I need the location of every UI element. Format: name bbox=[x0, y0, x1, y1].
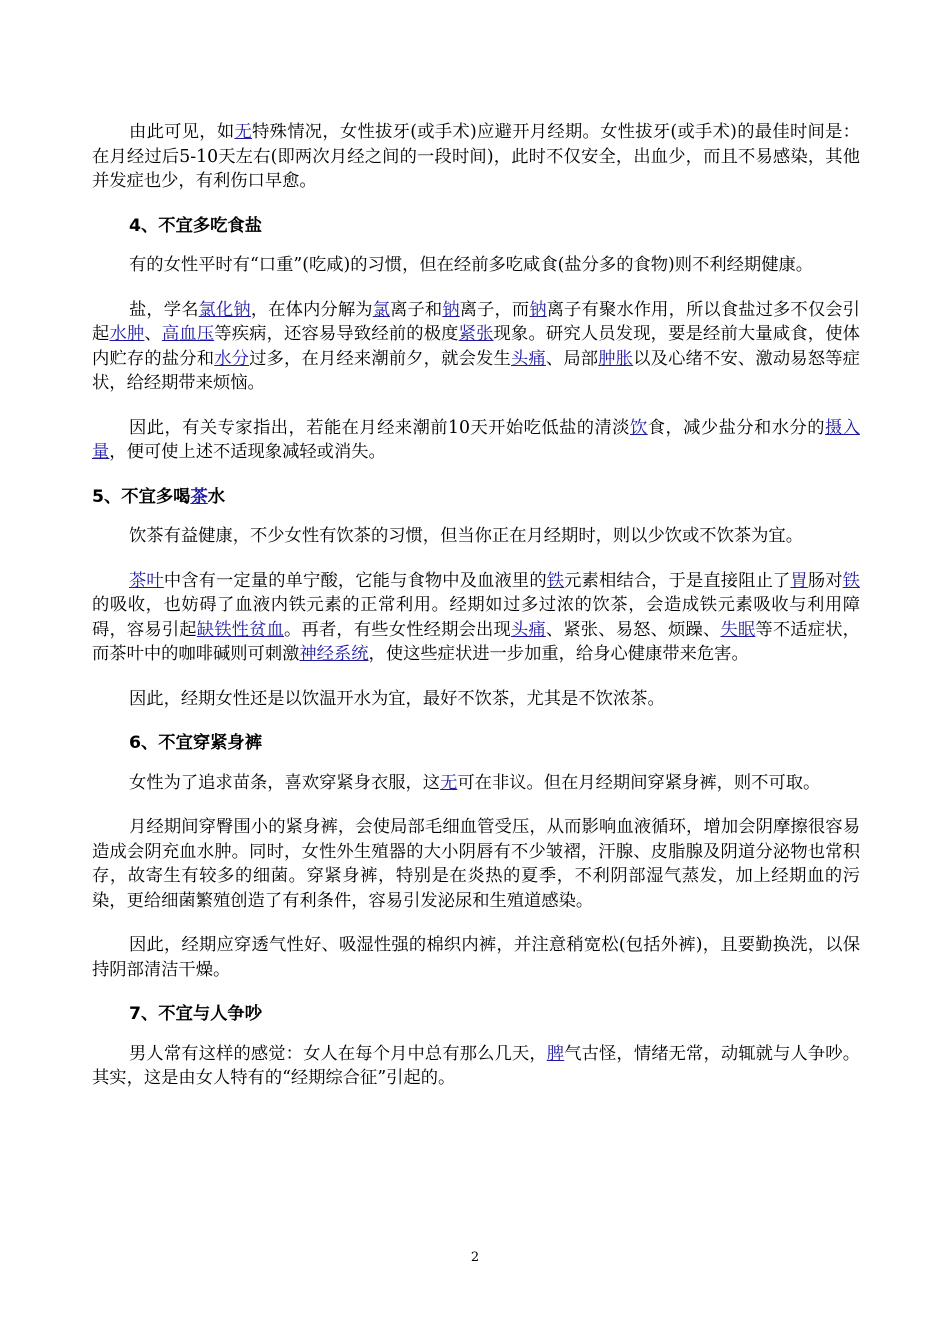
text-run: ，便可使上述不适现象减轻或消失。 bbox=[109, 442, 386, 462]
keyword-link[interactable]: 缺铁性贫血 bbox=[196, 619, 285, 640]
keyword-link[interactable]: 氯 bbox=[372, 299, 391, 320]
keyword-link[interactable]: 肿胀 bbox=[598, 348, 634, 369]
keyword-link[interactable]: 茶叶 bbox=[129, 570, 164, 591]
keyword-link[interactable]: 茶 bbox=[190, 486, 208, 507]
text-run: 、局部 bbox=[545, 348, 599, 369]
text-run: 、紧张、易怒、烦躁、 bbox=[545, 619, 721, 640]
text-run: 因此，经期女性还是以饮温开水为宜，最好不饮茶，尤其是不饮浓茶。 bbox=[129, 688, 665, 709]
text-run: 6、不宜穿紧身裤 bbox=[129, 733, 262, 753]
text-run: ，使这些症状进一步加重，给身心健康带来危害。 bbox=[368, 644, 749, 664]
body-paragraph bbox=[92, 933, 860, 982]
keyword-link[interactable]: 紧张 bbox=[458, 324, 494, 344]
body-paragraph bbox=[92, 298, 860, 396]
text-run: 离子和 bbox=[390, 299, 443, 320]
body-paragraph bbox=[92, 815, 860, 913]
text-run: 离子有聚水作用，所以食盐过多不仅会引起 bbox=[92, 299, 860, 344]
text-run: 月经期间穿臀围小的紧身裤，会使局部毛细血管受压，从而影响血液循环，增加会阴摩擦很容易造成会阴充血水肿。同时，女性外生殖器的大小阴唇有不少皱褶，汗腺、皮脂腺及阴道分泌物也常积存，故寄生有较多的细菌。穿紧身裤，特别是在炎热的夏季，不利阴部湿气蒸发，加上经期血的污染，更给细菌繁殖创造了有利条件，容易引发泌尿和生殖道感染。 bbox=[92, 817, 860, 911]
text-run: 可在非议。但在月经期间穿紧身裤，则不可取。 bbox=[457, 772, 821, 793]
keyword-link[interactable]: 铁 bbox=[546, 570, 565, 591]
text-run: 5、不宜多喝 bbox=[92, 486, 191, 507]
body-paragraph bbox=[92, 569, 860, 667]
keyword-link[interactable]: 水肿 bbox=[109, 324, 145, 344]
document-page bbox=[92, 120, 860, 1091]
text-run: 男人常有这样的感觉：女人在每个月中总有那么几天， bbox=[129, 1043, 547, 1064]
text-run: 4、不宜多吃食盐 bbox=[129, 215, 262, 236]
keyword-link[interactable]: 失眠 bbox=[720, 619, 756, 640]
text-run: 。再者，有些女性经期会出现 bbox=[284, 619, 511, 640]
text-run: 现象。研究人员发现，要是经前大量咸食，使体内贮存的盐分和 bbox=[92, 324, 860, 369]
body-paragraph bbox=[92, 416, 860, 465]
keyword-link[interactable]: 无 bbox=[234, 122, 253, 142]
page-number: 2 bbox=[470, 1250, 480, 1265]
keyword-link[interactable]: 高血压 bbox=[161, 324, 215, 344]
text-run: 特殊情况，女性拔牙(或手术)应避开月经期。女性拔牙(或手术)的最佳时间是：在月经过后5-10天左右(即两次月经之间的一段时间)，此时不仅安全，出血少，而且不易感染，其他并发症也少，有利伤口早愈。 bbox=[92, 122, 860, 191]
keyword-link[interactable]: 摄入量 bbox=[92, 417, 860, 462]
text-run: 等不适症状，而茶叶中的咖啡碱则可刺激 bbox=[92, 619, 860, 664]
text-run: 的吸收，也妨碍了血液内铁元素的正常利用。经期如过多过浓的饮茶，会造成铁元素吸收与利用障碍，容易引起 bbox=[92, 595, 860, 640]
text-run: 有的女性平时有“口重”(吃咸)的习惯，但在经前多吃咸食(盐分多的食物)则不利经期健康。 bbox=[129, 255, 814, 275]
keyword-link[interactable]: 氯化钠 bbox=[198, 299, 251, 320]
text-run: 因此，经期应穿透气性好、吸湿性强的棉织内裤，并注意稍宽松(包括外裤)，且要勤换洗，以保持阴部清洁干燥。 bbox=[92, 935, 860, 980]
keyword-link[interactable]: 钠 bbox=[529, 299, 547, 320]
text-run: 肠对 bbox=[807, 570, 843, 591]
body-paragraph bbox=[92, 1042, 860, 1091]
text-run: 盐，学名 bbox=[129, 299, 199, 320]
text-run: 元素相结合，于是直接阻止了 bbox=[564, 570, 791, 591]
body-paragraph bbox=[92, 524, 860, 549]
keyword-link[interactable]: 胃 bbox=[790, 570, 808, 591]
text-run: 水 bbox=[207, 486, 226, 507]
keyword-link[interactable]: 铁 bbox=[842, 570, 860, 591]
keyword-link[interactable]: 头痛 bbox=[510, 348, 546, 369]
text-run: 以及心绪不安、激动易怒等症状，给经期带来烦恼。 bbox=[92, 348, 860, 393]
body-paragraph bbox=[92, 253, 860, 278]
text-run: 气古怪，情绪无常，动辄就与人争吵。其实，这是由女人特有的“经期综合征”引起的。 bbox=[92, 1043, 860, 1088]
text-run: 食，减少盐分和水分的 bbox=[647, 417, 825, 438]
body-paragraph bbox=[92, 687, 860, 712]
text-run: 离子，而 bbox=[459, 299, 530, 320]
text-run: 饮茶有益健康，不少女性有饮茶的习惯，但当你正在月经期时，则以少饮或不饮茶为宜。 bbox=[129, 526, 803, 546]
keyword-link[interactable]: 饮 bbox=[629, 417, 648, 438]
text-run: 等疾病，还容易导致经前的极度 bbox=[214, 324, 459, 344]
keyword-link[interactable]: 头痛 bbox=[510, 619, 546, 640]
body-paragraph bbox=[92, 771, 860, 796]
text-run: 、 bbox=[144, 324, 162, 344]
section-heading bbox=[92, 214, 860, 239]
text-run: 中含有一定量的单宁酸，它能与食物中及血液里的 bbox=[163, 570, 547, 591]
keyword-link[interactable]: 钠 bbox=[442, 299, 460, 320]
section-heading bbox=[92, 731, 860, 756]
keyword-link[interactable]: 无 bbox=[440, 772, 458, 793]
text-run: 7、不宜与人争吵 bbox=[129, 1004, 262, 1024]
keyword-link[interactable]: 神经系统 bbox=[299, 644, 369, 664]
keyword-link[interactable]: 水分 bbox=[214, 348, 250, 369]
body-paragraph bbox=[92, 120, 860, 194]
text-run: ，在体内分解为 bbox=[250, 299, 373, 320]
text-run: 因此，有关专家指出，若能在月经来潮前10天开始吃低盐的清淡 bbox=[129, 417, 630, 438]
text-run: 女性为了追求苗条，喜欢穿紧身衣服，这 bbox=[129, 772, 441, 793]
text-run: 由此可见，如 bbox=[129, 122, 235, 142]
text-run: 过多，在月经来潮前夕，就会发生 bbox=[249, 348, 511, 369]
section-heading bbox=[92, 1002, 860, 1027]
section-heading bbox=[92, 485, 860, 510]
keyword-link[interactable]: 脾 bbox=[546, 1043, 565, 1064]
